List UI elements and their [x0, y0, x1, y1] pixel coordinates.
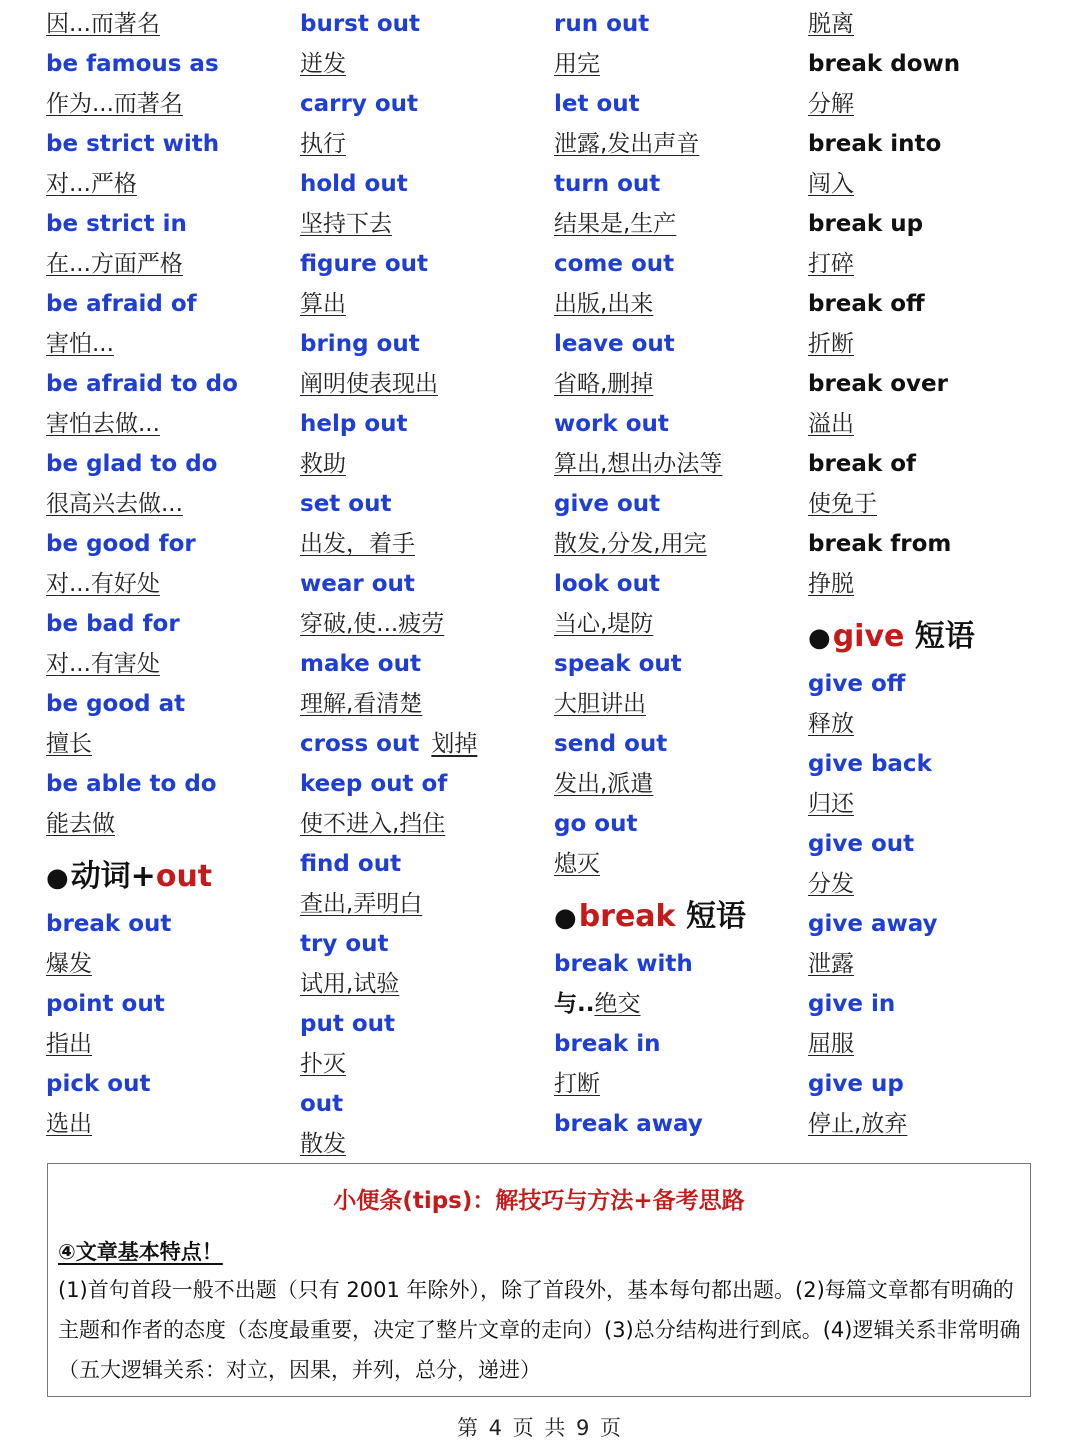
vocab-row: [300, 324, 477, 364]
phrase-english: break of: [808, 451, 917, 477]
vocab-row: [46, 724, 238, 764]
phrase-meaning: 阐明使表现出: [300, 371, 438, 397]
vocab-row: [808, 1064, 975, 1104]
phrase-meaning: 打断: [554, 1071, 600, 1097]
vocab-row: [46, 324, 238, 364]
vocab-row: [554, 44, 746, 84]
phrase-meaning: 归还: [808, 791, 854, 817]
vocab-row: [554, 124, 746, 164]
vocab-row: [46, 564, 238, 604]
heading-accent: break: [578, 899, 676, 934]
phrase-meaning: 选出: [46, 1111, 92, 1137]
phrase-english: try out: [300, 931, 389, 957]
bullet-icon: ●: [46, 863, 69, 893]
phrase-meaning: 对...有害处: [46, 651, 160, 677]
phrase-meaning: 使免于: [808, 491, 877, 517]
vocab-row: [46, 164, 238, 204]
phrase-english: set out: [300, 491, 392, 517]
phrase-meaning: 害怕...: [46, 331, 114, 357]
vocab-row: [46, 4, 238, 44]
phrase-english: break into: [808, 131, 942, 157]
vocab-row: [46, 524, 238, 564]
phrase-english: come out: [554, 251, 675, 277]
vocab-row: [300, 964, 477, 1004]
vocab-row: [554, 444, 746, 484]
phrase-meaning: 绝交: [594, 991, 641, 1017]
vocab-row: [300, 244, 477, 284]
vocab-row: [808, 1024, 975, 1064]
phrase-english: break over: [808, 371, 948, 397]
vocab-row: [554, 944, 746, 984]
phrase-meaning: 迸发: [300, 51, 346, 77]
vocab-row: [46, 904, 238, 944]
phrase-english: be glad to do: [46, 451, 218, 477]
phrase-meaning: 理解,看清楚: [300, 691, 423, 717]
vocab-row: [808, 824, 975, 864]
vocab-row: [300, 844, 477, 884]
phrase-meaning: 害怕去做...: [46, 411, 160, 437]
phrase-meaning: 散发,分发,用完: [554, 531, 707, 557]
vocab-row: [554, 984, 746, 1024]
vocab-row: [46, 44, 238, 84]
phrase-english: be strict with: [46, 131, 220, 157]
bullet-icon: ●: [554, 903, 577, 933]
phrase-meaning: 分发: [808, 871, 854, 897]
vocab-row: [808, 904, 975, 944]
phrase-meaning: 擅长: [46, 731, 92, 757]
vocab-row: [554, 524, 746, 564]
phrase-meaning: 大胆讲出: [554, 691, 646, 717]
phrase-meaning: 执行: [300, 131, 346, 157]
phrase-meaning: 出发，着手: [300, 531, 415, 557]
vocab-row: [808, 664, 975, 704]
phrase-english: be bad for: [46, 611, 180, 637]
phrase-meaning: 分解: [808, 91, 854, 117]
phrase-meaning: 停止,放弃: [808, 1111, 908, 1137]
vocab-row: [808, 44, 975, 84]
phrase-meaning: 屈服: [808, 1031, 854, 1057]
vocab-row: [46, 124, 238, 164]
vocab-row: [300, 644, 477, 684]
vocab-row: [300, 164, 477, 204]
vocab-row: [554, 1104, 746, 1144]
phrase-english: be good for: [46, 531, 196, 557]
phrase-meaning: 打碎: [808, 251, 854, 277]
vocab-row: [46, 84, 238, 124]
phrase-meaning: 算出,想出办法等: [554, 451, 723, 477]
column-4: [808, 4, 975, 1144]
vocab-row: [554, 764, 746, 804]
vocab-row: [808, 244, 975, 284]
vocab-row: [46, 284, 238, 324]
phrase-meaning: 省略,删掉: [554, 371, 654, 397]
page-footer: 第 4 页 共 9 页: [456, 1416, 624, 1440]
tips-subtitle: ④文章基本特点！: [58, 1240, 223, 1264]
phrase-english: keep out of: [300, 771, 448, 797]
vocab-row: [46, 944, 238, 984]
phrase-meaning: 结果是,生产: [554, 211, 677, 237]
vocab-row: [554, 324, 746, 364]
heading-post: 短语: [904, 619, 975, 654]
vocab-row: [46, 364, 238, 404]
phrase-meaning: 当心,堤防: [554, 611, 654, 637]
column-2: [300, 4, 477, 1164]
vocab-row: [46, 244, 238, 284]
phrase-english: break out: [46, 911, 172, 937]
phrase-english: run out: [554, 11, 650, 37]
vocab-row: [554, 844, 746, 884]
vocab-row: [808, 204, 975, 244]
vocab-row: [808, 444, 975, 484]
vocab-row: [300, 604, 477, 644]
phrase-english: carry out: [300, 91, 419, 117]
vocab-row: [300, 1044, 477, 1084]
vocab-row: [46, 984, 238, 1024]
phrase-english: out: [300, 1091, 344, 1117]
phrase-meaning: 指出: [46, 1031, 92, 1057]
phrase-english: turn out: [554, 171, 661, 197]
vocab-row: [300, 1004, 477, 1044]
vocab-row: [808, 364, 975, 404]
vocab-row: [46, 1104, 238, 1144]
phrase-meaning: 挣脱: [808, 571, 854, 597]
phrase-english: break with: [554, 951, 693, 977]
phrase-meaning: 在...方面严格: [46, 251, 183, 277]
vocab-row: [554, 244, 746, 284]
phrase-meaning: 算出: [300, 291, 346, 317]
phrase-meaning: 作为...而著名: [46, 91, 183, 117]
column-1: [46, 4, 238, 1144]
phrase-english: break off: [808, 291, 925, 317]
vocab-row: [300, 204, 477, 244]
phrase-meaning: 查出,弄明白: [300, 891, 423, 917]
vocab-row: [300, 1084, 477, 1124]
heading-pre: 动词+: [70, 859, 156, 894]
vocab-row: [300, 484, 477, 524]
phrase-meaning: 坚持下去: [300, 211, 392, 237]
vocab-row: [554, 1064, 746, 1104]
phrase-english: speak out: [554, 651, 682, 677]
phrase-meaning: 对...有好处: [46, 571, 160, 597]
phrase-meaning: 使不进入,挡住: [300, 811, 446, 837]
phrase-english: give off: [808, 671, 906, 697]
vocab-row: [300, 364, 477, 404]
phrase-meaning: 折断: [808, 331, 854, 357]
phrase-meaning: 溢出: [808, 411, 854, 437]
vocab-row: [554, 724, 746, 764]
phrase-english: pick out: [46, 1071, 151, 1097]
phrase-english: bring out: [300, 331, 420, 357]
vocab-row: [808, 524, 975, 564]
phrase-english: give in: [808, 991, 896, 1017]
vocab-row: [808, 284, 975, 324]
vocab-row: [300, 4, 477, 44]
vocab-row: [808, 744, 975, 784]
section-heading: [554, 884, 746, 944]
bullet-icon: ●: [808, 623, 831, 653]
phrase-english: hold out: [300, 171, 408, 197]
phrase-english: send out: [554, 731, 668, 757]
tips-body: (1)首句首段一般不出题（只有 2001 年除外），除了首段外，基本每句都出题。(2)每篇文章都有明确的主题和作者的态度（态度最重要，决定了整片文章的走向）(3)总分结构进行到底。(4)逻辑关系非常明确（五大逻辑关系：对立，因果，并列，总分，递进）: [58, 1278, 1021, 1382]
vocab-row: [808, 784, 975, 824]
vocab-row: [46, 804, 238, 844]
vocab-row: [46, 604, 238, 644]
phrase-meaning: 穿破,使...疲劳: [300, 611, 445, 637]
vocab-row: [554, 164, 746, 204]
phrase-english: put out: [300, 1011, 396, 1037]
heading-accent: out: [155, 859, 213, 894]
vocab-row: [554, 284, 746, 324]
vocab-row: [808, 84, 975, 124]
vocab-row: [808, 864, 975, 904]
vocab-row: [554, 84, 746, 124]
phrase-meaning: 熄灭: [554, 851, 600, 877]
vocab-row: [46, 204, 238, 244]
phrase-english: give away: [808, 911, 938, 937]
phrase-english: leave out: [554, 331, 675, 357]
phrase-english: point out: [46, 991, 165, 1017]
phrase-meaning: 划掉: [431, 731, 478, 757]
phrase-meaning: 能去做: [46, 811, 115, 837]
heading-accent: give: [832, 619, 905, 654]
vocab-row: [808, 324, 975, 364]
vocab-row: [46, 684, 238, 724]
vocab-row: [554, 4, 746, 44]
phrase-meaning: 闯入: [808, 171, 854, 197]
phrase-english: figure out: [300, 251, 429, 277]
phrase-meaning: 爆发: [46, 951, 92, 977]
vocab-row: [46, 444, 238, 484]
phrase-english: go out: [554, 811, 638, 837]
phrase-english: break from: [808, 531, 952, 557]
phrase-english: be good at: [46, 691, 186, 717]
phrase-english: give out: [554, 491, 661, 517]
phrase-meaning: 散发: [300, 1131, 346, 1157]
vocab-row: [554, 404, 746, 444]
phrase-english: let out: [554, 91, 640, 117]
phrase-english: burst out: [300, 11, 421, 37]
vocab-row: [300, 444, 477, 484]
vocab-row: [46, 404, 238, 444]
vocab-row: [300, 564, 477, 604]
vocab-row: [808, 564, 975, 604]
vocab-row: [300, 284, 477, 324]
phrase-meaning: 发出,派遣: [554, 771, 654, 797]
phrase-english: break up: [808, 211, 924, 237]
tips-box: [47, 1163, 1031, 1397]
vocab-row: [300, 684, 477, 724]
vocab-row: [300, 44, 477, 84]
phrase-meaning: 脱离: [808, 11, 854, 37]
vocab-row: [554, 644, 746, 684]
vocab-row: [46, 644, 238, 684]
vocab-row: [808, 704, 975, 744]
vocab-row: [300, 404, 477, 444]
vocab-row: [808, 124, 975, 164]
vocab-row: [46, 1024, 238, 1064]
vocab-row: [300, 84, 477, 124]
vocab-row: [808, 164, 975, 204]
vocab-row: [808, 484, 975, 524]
phrase-english: find out: [300, 851, 402, 877]
vocab-row: [300, 884, 477, 924]
phrase-english: be able to do: [46, 771, 217, 797]
phrase-english: help out: [300, 411, 408, 437]
vocab-row: [554, 364, 746, 404]
phrase-meaning: 出版,出来: [554, 291, 654, 317]
vocab-row: [554, 204, 746, 244]
vocab-row: [808, 4, 975, 44]
vocab-row: [554, 804, 746, 844]
phrase-meaning: 试用,试验: [300, 971, 400, 997]
vocab-row: [300, 1124, 477, 1164]
vocab-row: [554, 564, 746, 604]
vocab-row: [554, 1024, 746, 1064]
vocab-row: [300, 124, 477, 164]
vocab-row: [46, 764, 238, 804]
vocab-row: [808, 404, 975, 444]
phrase-english: be afraid to do: [46, 371, 238, 397]
phrase-english: be strict in: [46, 211, 187, 237]
phrase-meaning: 因...而著名: [46, 11, 160, 37]
vocab-row: [808, 1104, 975, 1144]
phrase-english: give up: [808, 1071, 904, 1097]
phrase-english: look out: [554, 571, 660, 597]
phrase-english: give back: [808, 751, 932, 777]
phrase-english: break away: [554, 1111, 703, 1137]
vocab-row: [808, 984, 975, 1024]
phrase-meaning: 救助: [300, 451, 346, 477]
phrase-english: break in: [554, 1031, 661, 1057]
phrase-meaning: 释放: [808, 711, 854, 737]
vocab-row: [46, 1064, 238, 1104]
section-heading: [46, 844, 238, 904]
phrase-english: be afraid of: [46, 291, 197, 317]
vocab-row: [300, 524, 477, 564]
phrase-english: be famous as: [46, 51, 219, 77]
heading-post: 短语: [675, 899, 746, 934]
phrase-meaning: 很高兴去做...: [46, 491, 183, 517]
vocab-row: [46, 484, 238, 524]
section-heading: [808, 604, 975, 664]
vocab-row: [554, 604, 746, 644]
phrase-english: give out: [808, 831, 915, 857]
phrase-meaning: 泄露: [808, 951, 854, 977]
phrase-english: break down: [808, 51, 961, 77]
phrase-english: cross out: [300, 731, 420, 757]
vocab-row: [554, 684, 746, 724]
phrase-english: wear out: [300, 571, 415, 597]
phrase-english: make out: [300, 651, 421, 677]
meaning-prefix: 与..: [554, 991, 595, 1017]
vocab-row: [554, 484, 746, 524]
vocab-row: [300, 804, 477, 844]
vocab-row: [808, 944, 975, 984]
phrase-meaning: 扑灭: [300, 1051, 346, 1077]
vocab-row: [300, 764, 477, 804]
phrase-meaning: 泄露,发出声音: [554, 131, 700, 157]
column-3: [554, 4, 746, 1144]
phrase-meaning: 对...严格: [46, 171, 137, 197]
vocab-row: [300, 924, 477, 964]
vocab-row: [300, 724, 477, 764]
phrase-meaning: 用完: [554, 51, 600, 77]
phrase-english: work out: [554, 411, 669, 437]
tips-title: 小便条(tips)：解技巧与方法+备考思路: [333, 1188, 745, 1214]
